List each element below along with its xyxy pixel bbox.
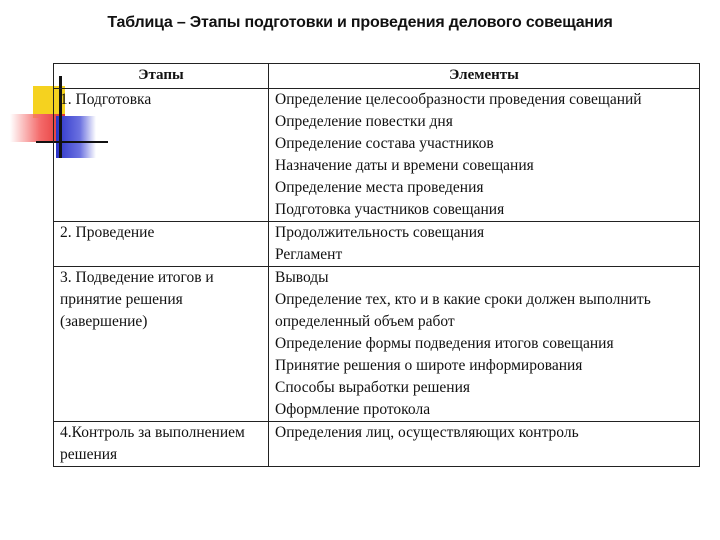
element-item: Определение повестки дня: [275, 113, 453, 130]
stage-text: принятие решения: [60, 291, 183, 308]
element-item: Подготовка участников совещания: [275, 201, 505, 218]
element-item: Определение формы подведения итогов совещания: [275, 335, 614, 352]
page-title: Таблица – Этапы подготовки и проведения делового совещания: [107, 14, 613, 31]
element-item: Оформление протокола: [275, 401, 431, 418]
element-item: Выводы: [275, 269, 329, 286]
elements-cell: [269, 222, 700, 267]
column-header-stages: Этапы: [54, 64, 269, 89]
stage-text: (завершение): [60, 313, 148, 330]
table-row: [54, 422, 700, 467]
element-item: Определение целесообразности проведения совещаний: [275, 91, 642, 108]
stages-table: [53, 63, 700, 467]
element-item: Определение состава участников: [275, 135, 494, 152]
element-item: Способы выработки решения: [275, 379, 471, 396]
table-row: [54, 222, 700, 267]
elements-cell: [269, 89, 700, 222]
table-row: [54, 89, 700, 222]
element-item: Определение тех, кто и в какие сроки должен выполнить: [275, 291, 651, 308]
stage-text: 2. Проведение: [60, 224, 155, 241]
element-item: определенный объем работ: [275, 313, 455, 330]
column-header-elements: Элементы: [269, 64, 700, 89]
element-item: Определение места проведения: [275, 179, 484, 196]
stage-cell: [54, 222, 269, 267]
element-item: Продолжительность совещания: [275, 224, 485, 241]
stage-cell: [54, 89, 269, 222]
element-item: Назначение даты и времени совещания: [275, 157, 534, 174]
table-header-row: [54, 64, 700, 89]
stage-text: 3. Подведение итогов и: [60, 269, 214, 286]
element-item: Принятие решения о широте информирования: [275, 357, 583, 374]
elements-cell: [269, 267, 700, 422]
element-item: Регламент: [275, 246, 343, 263]
stage-text: 1. Подготовка: [60, 91, 152, 108]
stage-cell: [54, 267, 269, 422]
stage-text: 4.Контроль за выполнением: [60, 424, 245, 441]
elements-cell: [269, 422, 700, 467]
stage-text: решения: [60, 446, 118, 463]
element-item: Определения лиц, осуществляющих контроль: [275, 424, 579, 441]
stage-cell: [54, 422, 269, 467]
table-row: [54, 267, 700, 422]
